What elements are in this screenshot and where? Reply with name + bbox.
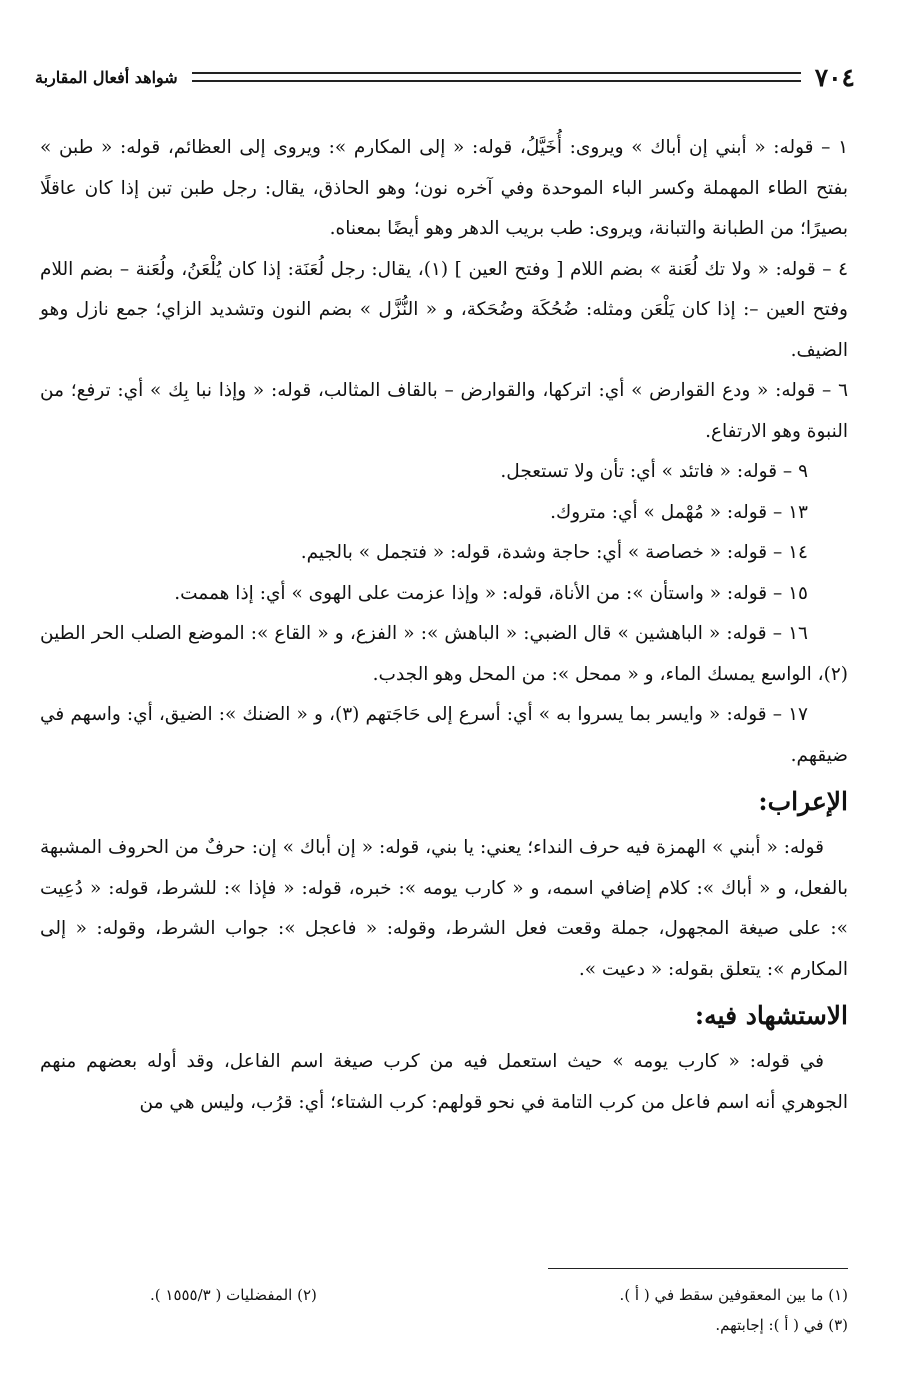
note-17: ١٧ – قوله: « وايسر بما يسروا به » أي: أسرع إلى حَاجَتهم (٣)، و « الضنك »: الضيق، أي: واسهم في ضيقهم.	[40, 704, 848, 766]
note-6: ٦ – قوله: « ودع القوارض » أي: اتركها، والقوارض – بالقاف المثالب، قوله: « وإذا نبا بِك » أي: ترفع؛ من النبوة وهو الارتفاع.	[40, 380, 848, 442]
note-16: ١٦ – قوله: « الباهشين » قال الضبي: « الباهش »: « الفزع، و « القاع »: الموضع الصلب الحر الطين (٢)، الواسع يمسك الماء، و « ممحل »: من المحل وهو الجدب.	[40, 623, 848, 685]
note-15: ١٥ – قوله: « واستأن »: من الأناة، قوله: « وإذا عزمت على الهوى » أي: إذا هممت.	[174, 582, 808, 604]
footnote-1: (١) ما بين المعقوفين سقط في ( أ ).	[619, 1286, 848, 1304]
irab-heading: الإعراب:	[758, 787, 848, 816]
istishhad-text: في قوله: « كارب يومه » حيث استعمل فيه من كرب صيغة اسم الفاعل، وقد أوله بعضهم منهم الجوهري أنه اسم فاعل من كرب التامة في نحو قولهم: كرب الشتاء؛ أي: قرُب، وليس هي من	[40, 1051, 848, 1113]
footnote-row-2	[40, 1310, 848, 1340]
note-4: ٤ – قوله: « ولا تك لُعَنة » بضم اللام [ وفتح العين ] (١)، يقال: رجل لُعَنَة: إذا كان يُلْعَنُ، ولُعَنة – بضم اللام وفتح العين –: إذا كان يَلْعَن ومثله: ضُحُكَة وضُحَكة، و « النُّزَّل » بضم النون وتشديد الزاي؛ جمع نازل وهو الضيف.	[40, 258, 848, 361]
irab-text: قوله: « أبني » الهمزة فيه حرف النداء؛ يعني: يا بني، قوله: « إن أباك » إن: حرفٌ من الحروف المشبهة بالفعل، و « أباك »: كلام إضافي اسمه، و « كارب يومه »: خبره، قوله: « فإذا »: للشرط، قوله: « دُعِيت »: على صيغة المجهول، جملة وقعت فعل الشرط، وقوله: « فاعجل »: جواب الشرط، وقوله: « إلى المكارم »: يتعلق بقوله: « دعيت ».	[40, 837, 848, 980]
istishhad-heading: الاستشهاد فيه:	[694, 1001, 848, 1030]
note-9: ٩ – قوله: « فاتئد » أي: تأن ولا تستعجل.	[500, 461, 808, 482]
footnote-2: (٢) المفضليات ( ١٥٥٥/٣ ).	[150, 1286, 317, 1304]
note-1: ١ – قوله: « أبني إن أباك » ويروى: أُخَيَّلُ، قوله: « إلى المكارم »: ويروى إلى العظائم، قوله: « طبن » بفتح الطاء المهملة وكسر الباء الموحدة وفي آخره نون؛ وهو الحاذق، يقال: رجل طبن تبن إذا كان عاقلًا بصيرًا؛ من الطبانة والتبانة، ويروى: طب بريب الدهر وهو أيضًا بمعناه.	[40, 137, 848, 239]
running-title: شواهد أفعال المقاربة	[35, 67, 178, 87]
footnotes	[40, 1280, 848, 1340]
page-header	[35, 62, 855, 92]
note-13: ١٣ – قوله: « مُهْمل » أي: متروك.	[550, 501, 808, 523]
page-number: ٧٠٤	[814, 62, 855, 92]
header-rule	[192, 72, 801, 82]
footnote-rule	[548, 1268, 848, 1269]
note-14: ١٤ – قوله: « خصاصة » أي: حاجة وشدة، قوله: « فتجمل » بالجيم.	[300, 542, 808, 563]
footnote-3: (٣) في ( أ ): إجابتهم.	[715, 1316, 848, 1334]
footnote-row	[40, 1280, 848, 1310]
main-text	[40, 128, 848, 1123]
